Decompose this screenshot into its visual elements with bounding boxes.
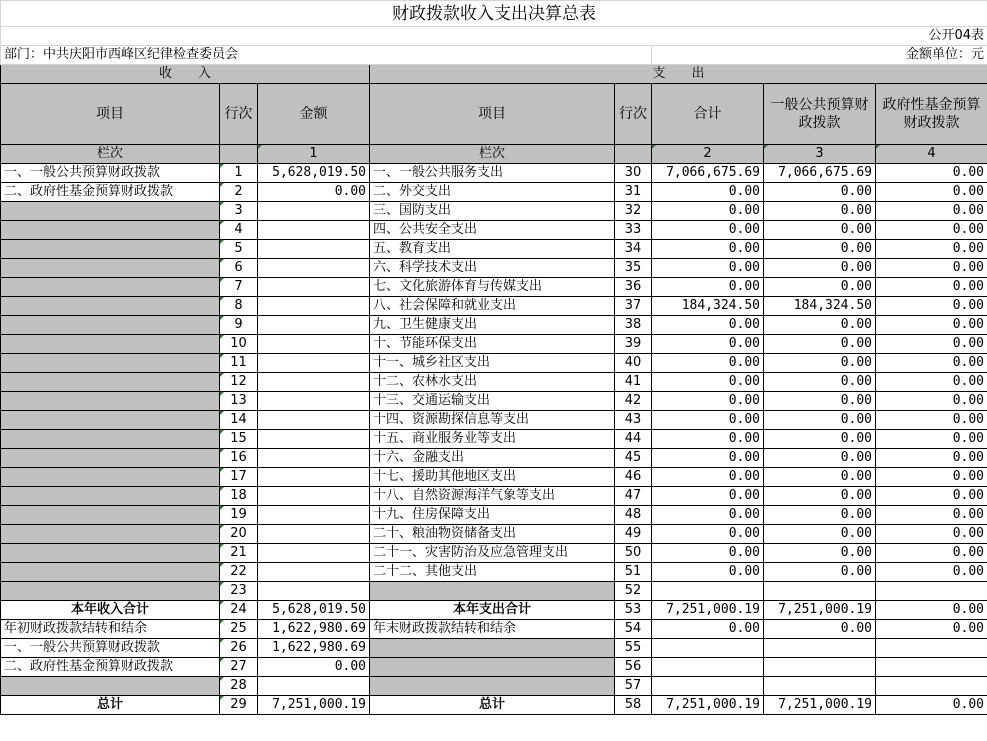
general-budget-header: 一般公共预算财政拨款 (764, 84, 876, 145)
expense-item-cell: 五、教育支出 (370, 240, 615, 259)
expense-item-cell (370, 658, 615, 677)
expense-item-cell: 十二、农林水支出 (370, 373, 615, 392)
expense-item-cell (370, 677, 615, 696)
table-row (1, 278, 987, 297)
income-line-cell: 2 (220, 183, 258, 202)
expense-total-cell: 0.00 (652, 430, 764, 449)
expense-line-cell: 37 (615, 297, 652, 316)
income-item-cell (1, 240, 220, 259)
expense-total-cell: 0.00 (652, 202, 764, 221)
expense-gov-fund-cell: 0.00 (876, 449, 987, 468)
income-amount-cell (258, 468, 370, 487)
expense-total-cell: 0.00 (652, 392, 764, 411)
income-item-cell (1, 582, 220, 601)
column-no-3: 3 (764, 145, 876, 164)
income-item-cell (1, 354, 220, 373)
expense-item-cell: 二十、粮油物资储备支出 (370, 525, 615, 544)
expense-total-cell: 0.00 (652, 563, 764, 582)
expense-gov-fund-cell: 0.00 (876, 297, 987, 316)
income-item-cell: 本年收入合计 (1, 601, 220, 620)
expense-general-budget-cell: 0.00 (764, 392, 876, 411)
expense-general-budget-cell: 0.00 (764, 316, 876, 335)
expense-total-cell: 0.00 (652, 278, 764, 297)
expense-section-header: 支 出 (370, 65, 987, 84)
income-line-cell: 20 (220, 525, 258, 544)
expense-line-cell: 34 (615, 240, 652, 259)
income-line-cell: 9 (220, 316, 258, 335)
expense-general-budget-cell: 0.00 (764, 563, 876, 582)
expense-item-cell: 总计 (370, 696, 615, 715)
expense-gov-fund-cell: 0.00 (876, 468, 987, 487)
expense-item-cell: 十、节能环保支出 (370, 335, 615, 354)
expense-total-cell: 0.00 (652, 183, 764, 202)
expense-item-cell (370, 639, 615, 658)
expense-general-budget-cell: 184,324.50 (764, 297, 876, 316)
income-line-cell: 28 (220, 677, 258, 696)
expense-gov-fund-cell: 0.00 (876, 335, 987, 354)
expense-general-budget-cell (764, 677, 876, 696)
table-row (1, 639, 987, 658)
expense-item-cell: 九、卫生健康支出 (370, 316, 615, 335)
table-row (1, 316, 987, 335)
expense-total-cell: 0.00 (652, 373, 764, 392)
expense-gov-fund-cell: 0.00 (876, 202, 987, 221)
expense-general-budget-cell: 0.00 (764, 278, 876, 297)
table-row (1, 544, 987, 563)
expense-general-budget-cell: 0.00 (764, 468, 876, 487)
expense-total-cell: 7,251,000.19 (652, 601, 764, 620)
expense-gov-fund-cell: 0.00 (876, 506, 987, 525)
table-row (1, 164, 987, 183)
expense-gov-fund-cell: 0.00 (876, 354, 987, 373)
income-line-cell: 22 (220, 563, 258, 582)
expense-line-cell: 42 (615, 392, 652, 411)
income-line-cell: 15 (220, 430, 258, 449)
expense-item-cell: 十七、援助其他地区支出 (370, 468, 615, 487)
expense-gov-fund-cell (876, 658, 987, 677)
expense-line-cell: 50 (615, 544, 652, 563)
expense-item-cell: 十四、资源勘探信息等支出 (370, 411, 615, 430)
income-line-cell: 29 (220, 696, 258, 715)
expense-gov-fund-cell: 0.00 (876, 601, 987, 620)
income-item-cell (1, 677, 220, 696)
income-item-cell (1, 392, 220, 411)
income-line-cell: 1 (220, 164, 258, 183)
income-item-cell (1, 373, 220, 392)
table-row (1, 335, 987, 354)
table-row (1, 259, 987, 278)
income-line-cell: 21 (220, 544, 258, 563)
table-row (1, 449, 987, 468)
expense-gov-fund-cell: 0.00 (876, 563, 987, 582)
income-item-cell (1, 468, 220, 487)
income-line-cell: 14 (220, 411, 258, 430)
expense-gov-fund-cell: 0.00 (876, 696, 987, 715)
income-line-cell: 10 (220, 335, 258, 354)
expense-total-cell (652, 582, 764, 601)
expense-gov-fund-cell: 0.00 (876, 240, 987, 259)
income-item-cell (1, 297, 220, 316)
income-amount-cell (258, 316, 370, 335)
income-line-cell: 27 (220, 658, 258, 677)
income-item-cell: 二、政府性基金预算财政拨款 (1, 658, 220, 677)
expense-gov-fund-cell (876, 677, 987, 696)
table-row (1, 468, 987, 487)
income-line-cell: 26 (220, 639, 258, 658)
expense-line-cell: 47 (615, 487, 652, 506)
table-row (1, 392, 987, 411)
table-row (1, 354, 987, 373)
expense-item-cell: 六、科学技术支出 (370, 259, 615, 278)
income-item-cell (1, 259, 220, 278)
expense-gov-fund-cell: 0.00 (876, 620, 987, 639)
expense-gov-fund-cell: 0.00 (876, 525, 987, 544)
expense-total-cell: 0.00 (652, 221, 764, 240)
income-item-header: 项目 (1, 84, 220, 145)
income-item-cell: 总计 (1, 696, 220, 715)
expense-gov-fund-cell: 0.00 (876, 164, 987, 183)
income-item-cell (1, 278, 220, 297)
expense-item-cell: 二十一、灾害防治及应急管理支出 (370, 544, 615, 563)
gov-fund-header: 政府性基金预算财政拨款 (876, 84, 987, 145)
income-amount-header: 金额 (258, 84, 370, 145)
income-amount-cell (258, 544, 370, 563)
expense-total-cell: 0.00 (652, 544, 764, 563)
income-amount-cell: 7,251,000.19 (258, 696, 370, 715)
income-item-cell: 二、政府性基金预算财政拨款 (1, 183, 220, 202)
expense-total-cell: 0.00 (652, 525, 764, 544)
income-line-cell: 25 (220, 620, 258, 639)
expense-column-no-label: 栏次 (370, 145, 615, 164)
table-row (1, 696, 987, 715)
income-line-cell: 18 (220, 487, 258, 506)
income-line-cell: 23 (220, 582, 258, 601)
table-row (1, 601, 987, 620)
expense-line-cell: 36 (615, 278, 652, 297)
income-line-cell: 7 (220, 278, 258, 297)
expense-line-cell: 56 (615, 658, 652, 677)
expense-line-header: 行次 (615, 84, 652, 145)
expense-line-cell: 57 (615, 677, 652, 696)
expense-total-cell: 0.00 (652, 620, 764, 639)
expense-line-cell: 49 (615, 525, 652, 544)
form-code: 公开04表 (1, 27, 987, 46)
unit-label: 金额单位：元 (652, 46, 987, 65)
table-row (1, 373, 987, 392)
column-no-4: 4 (876, 145, 987, 164)
income-amount-cell (258, 297, 370, 316)
income-amount-cell (258, 525, 370, 544)
income-amount-cell (258, 259, 370, 278)
expense-general-budget-cell (764, 582, 876, 601)
income-item-cell (1, 525, 220, 544)
expense-line-cell: 45 (615, 449, 652, 468)
income-line-cell: 3 (220, 202, 258, 221)
expense-general-budget-cell: 0.00 (764, 259, 876, 278)
expense-total-cell (652, 658, 764, 677)
expense-total-cell: 0.00 (652, 335, 764, 354)
table-row (1, 221, 987, 240)
income-line-cell: 17 (220, 468, 258, 487)
income-amount-cell (258, 278, 370, 297)
expense-line-cell: 52 (615, 582, 652, 601)
income-amount-cell (258, 563, 370, 582)
expense-item-cell: 四、公共安全支出 (370, 221, 615, 240)
income-line-cell: 13 (220, 392, 258, 411)
expense-line-cell: 46 (615, 468, 652, 487)
income-column-no-label: 栏次 (1, 145, 220, 164)
income-amount-cell (258, 677, 370, 696)
expense-total-cell: 0.00 (652, 259, 764, 278)
expense-line-cell: 41 (615, 373, 652, 392)
income-amount-cell (258, 449, 370, 468)
expense-total-cell (652, 677, 764, 696)
expense-item-cell: 二、外交支出 (370, 183, 615, 202)
department-label: 部门：中共庆阳市西峰区纪律检查委员会 (1, 46, 652, 65)
expense-gov-fund-cell: 0.00 (876, 411, 987, 430)
expense-general-budget-cell: 0.00 (764, 202, 876, 221)
table-row (1, 563, 987, 582)
expense-item-cell: 十三、交通运输支出 (370, 392, 615, 411)
expense-general-budget-cell: 7,251,000.19 (764, 696, 876, 715)
table-row (1, 525, 987, 544)
expense-total-cell: 184,324.50 (652, 297, 764, 316)
expense-general-budget-cell: 0.00 (764, 183, 876, 202)
expense-item-cell: 三、国防支出 (370, 202, 615, 221)
expense-item-cell (370, 582, 615, 601)
income-amount-cell (258, 335, 370, 354)
expense-gov-fund-cell: 0.00 (876, 392, 987, 411)
income-amount-cell (258, 487, 370, 506)
expense-item-cell: 十五、商业服务业等支出 (370, 430, 615, 449)
income-amount-cell: 5,628,019.50 (258, 601, 370, 620)
expense-line-cell: 53 (615, 601, 652, 620)
income-item-cell (1, 506, 220, 525)
income-amount-cell: 0.00 (258, 658, 370, 677)
expense-total-header: 合计 (652, 84, 764, 145)
table-title: 财政拨款收入支出决算总表 (1, 1, 987, 27)
expense-line-cell: 33 (615, 221, 652, 240)
income-line-cell: 24 (220, 601, 258, 620)
income-amount-cell: 1,622,980.69 (258, 620, 370, 639)
income-item-cell (1, 221, 220, 240)
expense-gov-fund-cell: 0.00 (876, 221, 987, 240)
income-item-cell: 年初财政拨款结转和结余 (1, 620, 220, 639)
income-item-cell (1, 202, 220, 221)
expense-gov-fund-cell: 0.00 (876, 544, 987, 563)
expense-total-cell: 7,066,675.69 (652, 164, 764, 183)
expense-gov-fund-cell: 0.00 (876, 259, 987, 278)
income-line-cell: 5 (220, 240, 258, 259)
expense-item-cell: 二十二、其他支出 (370, 563, 615, 582)
expense-gov-fund-cell: 0.00 (876, 316, 987, 335)
income-item-cell (1, 487, 220, 506)
expense-item-cell: 十六、金融支出 (370, 449, 615, 468)
expense-total-cell: 0.00 (652, 354, 764, 373)
expense-general-budget-cell: 0.00 (764, 506, 876, 525)
expense-item-cell: 十一、城乡社区支出 (370, 354, 615, 373)
expense-total-cell: 0.00 (652, 411, 764, 430)
expense-gov-fund-cell: 0.00 (876, 278, 987, 297)
expense-total-cell (652, 639, 764, 658)
expense-gov-fund-cell (876, 639, 987, 658)
expense-gov-fund-cell (876, 582, 987, 601)
expense-line-blank (615, 145, 652, 164)
expense-general-budget-cell: 0.00 (764, 487, 876, 506)
expense-general-budget-cell: 0.00 (764, 240, 876, 259)
expense-line-cell: 39 (615, 335, 652, 354)
income-amount-cell: 1,622,980.69 (258, 639, 370, 658)
income-item-cell: 一、一般公共预算财政拨款 (1, 164, 220, 183)
expense-line-cell: 55 (615, 639, 652, 658)
income-item-cell (1, 335, 220, 354)
expense-item-header: 项目 (370, 84, 615, 145)
table-row (1, 487, 987, 506)
expense-total-cell: 0.00 (652, 240, 764, 259)
income-item-cell (1, 449, 220, 468)
income-section-header: 收 入 (1, 65, 370, 84)
expense-item-cell: 本年支出合计 (370, 601, 615, 620)
expense-line-cell: 43 (615, 411, 652, 430)
income-line-cell: 19 (220, 506, 258, 525)
expense-general-budget-cell: 0.00 (764, 354, 876, 373)
expense-gov-fund-cell: 0.00 (876, 373, 987, 392)
income-amount-cell: 5,628,019.50 (258, 164, 370, 183)
expense-general-budget-cell: 0.00 (764, 221, 876, 240)
expense-total-cell: 0.00 (652, 449, 764, 468)
income-line-cell: 8 (220, 297, 258, 316)
expense-general-budget-cell: 0.00 (764, 430, 876, 449)
expense-general-budget-cell: 0.00 (764, 335, 876, 354)
table-row (1, 202, 987, 221)
expense-total-cell: 0.00 (652, 487, 764, 506)
income-line-cell: 11 (220, 354, 258, 373)
expense-line-cell: 30 (615, 164, 652, 183)
income-amount-cell (258, 582, 370, 601)
income-item-cell (1, 563, 220, 582)
income-amount-cell (258, 221, 370, 240)
income-amount-cell (258, 392, 370, 411)
expense-general-budget-cell (764, 639, 876, 658)
table-row (1, 677, 987, 696)
expense-general-budget-cell (764, 658, 876, 677)
expense-general-budget-cell: 7,066,675.69 (764, 164, 876, 183)
income-amount-cell (258, 202, 370, 221)
column-no-1: 1 (258, 145, 370, 164)
expense-total-cell: 0.00 (652, 316, 764, 335)
expense-general-budget-cell: 0.00 (764, 373, 876, 392)
income-line-cell: 4 (220, 221, 258, 240)
expense-item-cell: 七、文化旅游体育与传媒支出 (370, 278, 615, 297)
table-row (1, 240, 987, 259)
expense-line-cell: 48 (615, 506, 652, 525)
table-row (1, 411, 987, 430)
expense-total-cell: 0.00 (652, 468, 764, 487)
income-amount-cell (258, 240, 370, 259)
expense-line-cell: 44 (615, 430, 652, 449)
expense-gov-fund-cell: 0.00 (876, 183, 987, 202)
expense-general-budget-cell: 7,251,000.19 (764, 601, 876, 620)
income-amount-cell (258, 411, 370, 430)
income-amount-cell: 0.00 (258, 183, 370, 202)
expense-line-cell: 40 (615, 354, 652, 373)
expense-line-cell: 58 (615, 696, 652, 715)
expense-general-budget-cell: 0.00 (764, 620, 876, 639)
income-amount-cell (258, 354, 370, 373)
income-line-cell: 12 (220, 373, 258, 392)
income-line-cell: 6 (220, 259, 258, 278)
expense-line-cell: 51 (615, 563, 652, 582)
expense-line-cell: 38 (615, 316, 652, 335)
income-item-cell (1, 544, 220, 563)
expense-general-budget-cell: 0.00 (764, 544, 876, 563)
income-amount-cell (258, 506, 370, 525)
expense-line-cell: 54 (615, 620, 652, 639)
expense-gov-fund-cell: 0.00 (876, 430, 987, 449)
expense-item-cell: 年末财政拨款结转和结余 (370, 620, 615, 639)
income-item-cell (1, 316, 220, 335)
income-item-cell: 一、一般公共预算财政拨款 (1, 639, 220, 658)
expense-item-cell: 十八、自然资源海洋气象等支出 (370, 487, 615, 506)
expense-item-cell: 十九、住房保障支出 (370, 506, 615, 525)
table-row (1, 620, 987, 639)
column-no-2: 2 (652, 145, 764, 164)
expense-general-budget-cell: 0.00 (764, 449, 876, 468)
table-row (1, 183, 987, 202)
income-line-cell: 16 (220, 449, 258, 468)
table-row (1, 297, 987, 316)
expense-item-cell: 八、社会保障和就业支出 (370, 297, 615, 316)
expense-item-cell: 一、一般公共服务支出 (370, 164, 615, 183)
expense-total-cell: 0.00 (652, 506, 764, 525)
table-row (1, 658, 987, 677)
income-line-blank (220, 145, 258, 164)
expense-general-budget-cell: 0.00 (764, 411, 876, 430)
table-row (1, 582, 987, 601)
expense-line-cell: 31 (615, 183, 652, 202)
expense-line-cell: 35 (615, 259, 652, 278)
income-amount-cell (258, 373, 370, 392)
income-item-cell (1, 430, 220, 449)
expense-line-cell: 32 (615, 202, 652, 221)
expense-total-cell: 7,251,000.19 (652, 696, 764, 715)
income-line-header: 行次 (220, 84, 258, 145)
expense-general-budget-cell: 0.00 (764, 525, 876, 544)
expense-gov-fund-cell: 0.00 (876, 487, 987, 506)
table-row (1, 430, 987, 449)
income-item-cell (1, 411, 220, 430)
table-row (1, 506, 987, 525)
income-amount-cell (258, 430, 370, 449)
